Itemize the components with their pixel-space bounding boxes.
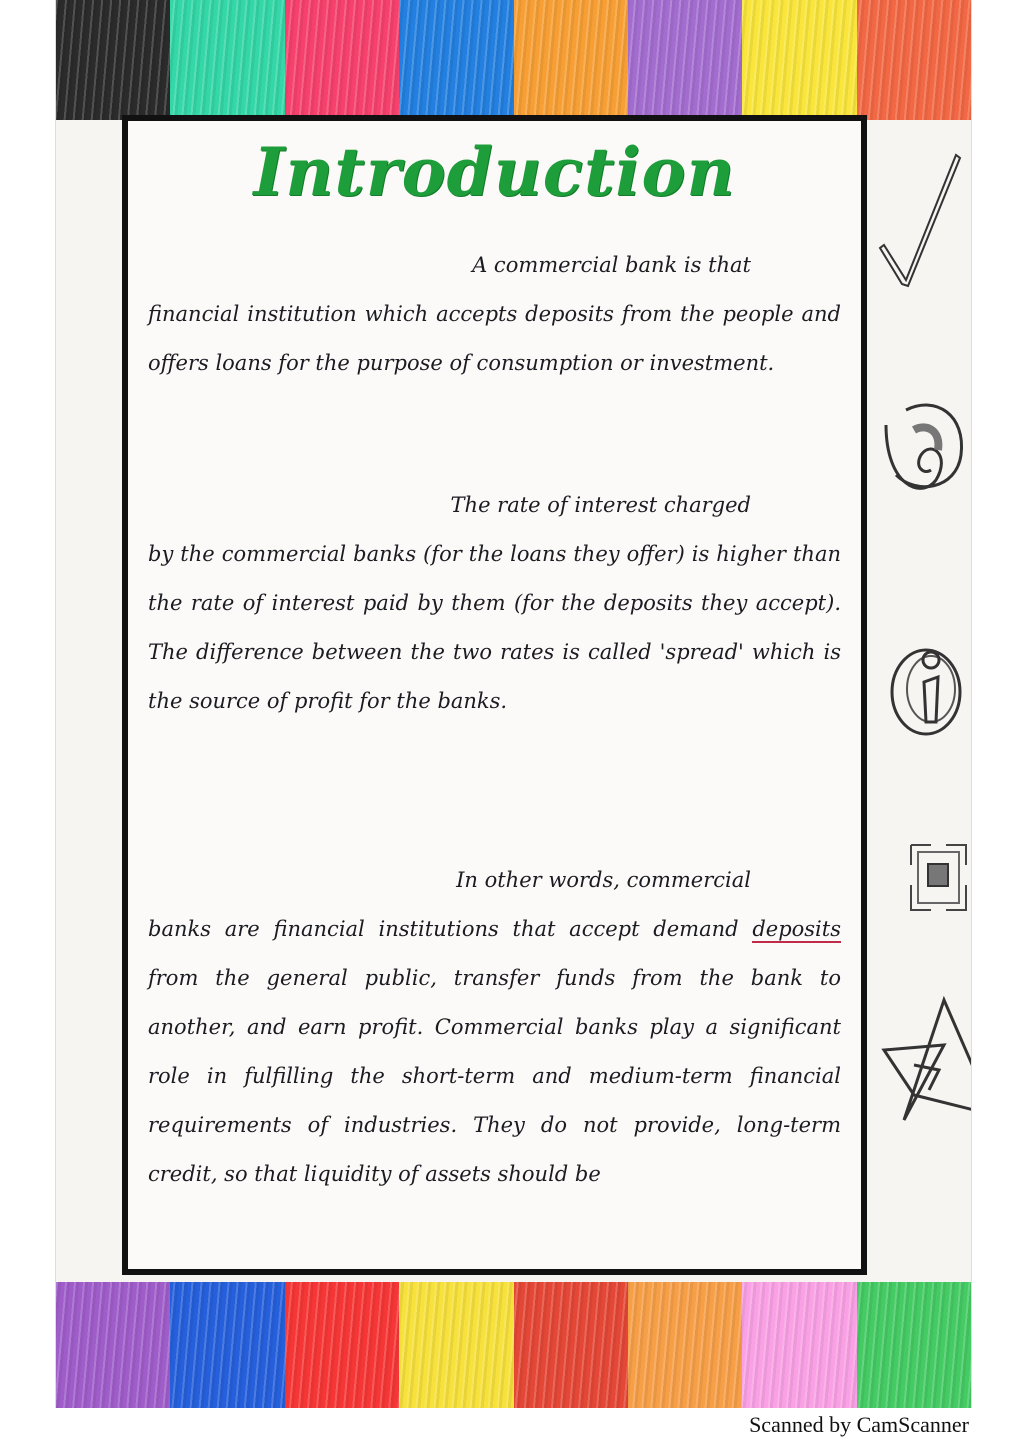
bottom-border-swatch: [399, 1282, 513, 1408]
checkmark-icon: [876, 150, 966, 290]
bottom-border-swatch: [857, 1282, 971, 1408]
paragraph-2-text: by the commercial banks (for the loans they offer) is higher than the rate of interest paid by them (for the deposits they accept). The difference between the two rates is called 'spread' which is the source of profit for the banks.: [148, 542, 841, 713]
top-color-border: [56, 0, 971, 120]
square-frame-logo-icon: [906, 840, 971, 915]
paragraph-1-text: financial institution which accepts deposits from the people and offers loans for the purpose of consumption or investment.: [148, 302, 841, 375]
top-border-swatch: [628, 0, 742, 120]
scanner-watermark: Scanned by CamScanner: [749, 1412, 969, 1437]
info-circle-logo-icon: [886, 632, 966, 742]
paragraph-2: [148, 481, 841, 726]
bottom-border-swatch: [56, 1282, 170, 1408]
triangle-knot-logo-icon: [874, 995, 972, 1130]
paragraph-1: [148, 241, 841, 388]
bottom-color-border: [56, 1282, 971, 1408]
top-border-swatch: [399, 0, 513, 120]
paragraph-3-text-b: from the general public, transfer funds from the bank to another, and earn profit. Commercial banks play a significant role in fulfilling the short-term and medium-term financial requirements of industries. They do not provide, long-term credit, so that liquidity of assets should be: [148, 966, 841, 1186]
paragraph-1-first-line: A commercial bank is that: [472, 253, 751, 277]
top-border-swatch: [56, 0, 170, 120]
top-border-swatch: [742, 0, 856, 120]
bottom-border-swatch: [285, 1282, 399, 1408]
bottom-border-swatch: [170, 1282, 284, 1408]
top-border-swatch: [285, 0, 399, 120]
bottom-border-swatch: [514, 1282, 628, 1408]
paragraph-2-first-line: The rate of interest charged: [450, 493, 751, 517]
content-frame: [122, 115, 867, 1275]
top-border-swatch: [170, 0, 284, 120]
notebook-page: [55, 0, 972, 1408]
underlined-word: deposits: [752, 917, 841, 941]
bank-swirl-logo-icon: [876, 395, 971, 505]
bottom-border-swatch: [742, 1282, 856, 1408]
paragraph-3-text-a: banks are financial institutions that accept demand: [148, 917, 739, 941]
paragraph-3-first-line: In other words, commercial: [456, 868, 751, 892]
bottom-border-swatch: [628, 1282, 742, 1408]
paragraph-3: [148, 856, 841, 1199]
top-border-swatch: [857, 0, 971, 120]
page-title: Introduction: [253, 133, 736, 211]
top-border-swatch: [514, 0, 628, 120]
